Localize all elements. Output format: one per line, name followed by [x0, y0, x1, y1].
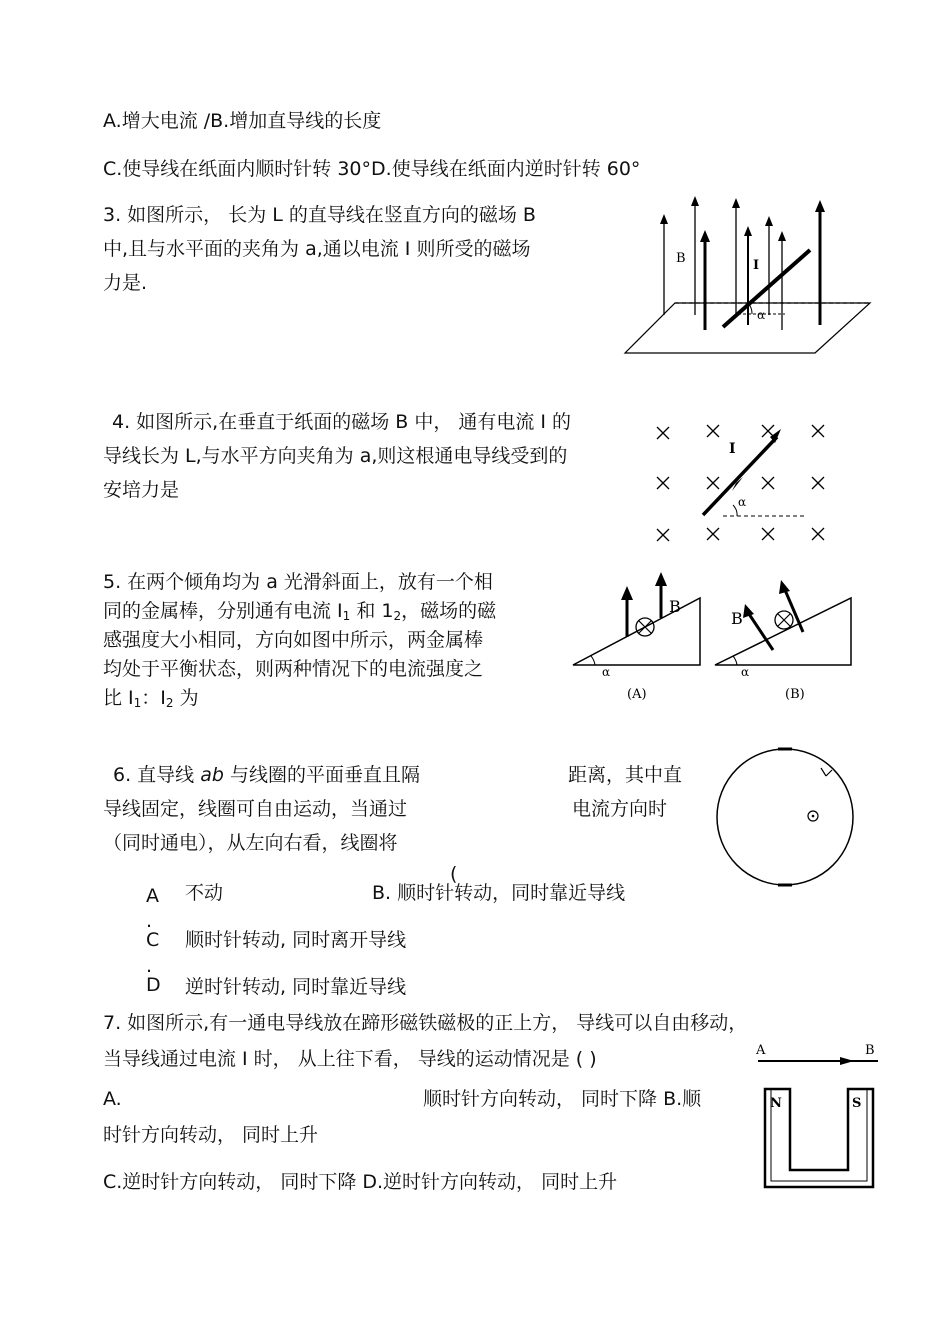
q4-text-line-3: 安培力是 [103, 479, 180, 501]
q5-caption-a: (A) [627, 687, 647, 702]
q6-option-c-label: C [146, 929, 160, 951]
q6-option-b: B. 顺时针转动，同时靠近导线 [372, 882, 626, 904]
q3-label-b: B [676, 251, 686, 266]
q3-text-line-3: 力是. [103, 272, 148, 294]
q6-paren: ( [450, 863, 458, 885]
q7-option-a-label: A. [103, 1088, 122, 1110]
q4-label-alpha: α [738, 495, 747, 509]
q5-label-b-b: B [731, 609, 743, 628]
q6-option-d-label: D [146, 974, 161, 996]
q5-label-b-a: B [669, 597, 681, 616]
q5-text-line-4: 均处于平衡状态，则两种情况下的电流强度之 [103, 658, 484, 680]
q3-label-alpha: α [757, 308, 766, 322]
q6-option-a-text: 不动 [185, 882, 224, 904]
q6-option-d-text: 逆时针转动, 同时靠近导线 [185, 976, 407, 998]
q3-text-line-2: 中,且与水平面的夹角为 a,通以电流 I 则所受的磁场 [103, 238, 531, 260]
q4-text-line-2: 导线长为 L,与水平方向夹角为 a,则这根通电导线受到的 [103, 445, 568, 467]
q7-text-line-2: 当导线通过电流 I 时， 从上往下看， 导线的运动情况是 ( ) [103, 1048, 597, 1070]
q6-option-c-text: 顺时针转动, 同时离开导线 [185, 929, 407, 951]
q6-dot-2: . [146, 955, 153, 977]
q7-figure-horseshoe-magnet [750, 1037, 885, 1197]
q6-text-line-1: 6. 直导线 ab 与线圈的平面垂直且隔 [113, 764, 420, 786]
q6-text-line-2-tail: 电流方向时 [572, 798, 668, 820]
q4-figure-field-into-page [645, 415, 845, 550]
q4-label-i: I [729, 441, 736, 457]
q7-label-n: N [770, 1096, 782, 1111]
q6-text-line-1-tail: 距离，其中直 [568, 764, 683, 786]
q6-option-a-label: A [146, 885, 159, 907]
q7-label-s: S [852, 1096, 862, 1111]
q6-figure-coil [710, 742, 860, 892]
q5-figure-inclines [565, 570, 855, 710]
q5-text-line-5: 比 $I_1$：$I_2$ 为 [103, 687, 199, 710]
q6-text-line-3: （同时通电），从左向右看，线圈将 [103, 832, 398, 854]
q6-dot-1: . [146, 910, 153, 932]
q7-text-line-1: 7. 如图所示,有一通电导线放在蹄形磁铁磁极的正上方， 导线可以自由移动， [103, 1012, 748, 1034]
q7-label-b: B [865, 1043, 875, 1058]
q6-text-line-2: 导线固定，线圈可自由运动，当通过 [103, 798, 408, 820]
q7-option-a-continued: 时针方向转动， 同时上升 [103, 1124, 319, 1146]
q3-figure-vertical-field [620, 190, 885, 360]
q5-label-alpha-b: α [741, 665, 750, 679]
q7-options-cd: C.逆时针方向转动， 同时下降 D.逆时针方向转动， 同时上升 [103, 1171, 618, 1193]
q7-option-a-text: 顺时针方向转动， 同时下降 B.顺 [423, 1088, 702, 1110]
q2-options-line-2: C.使导线在纸面内顺时针转 30°D.使导线在纸面内逆时针转 60° [103, 158, 641, 180]
q5-text-line-3: 感强度大小相同，方向如图中所示，两金属棒 [103, 629, 484, 651]
q7-label-a: A [756, 1043, 766, 1058]
q4-text-line-1: 4. 如图所示,在垂直于纸面的磁场 B 中， 通有电流 I 的 [112, 411, 572, 433]
q5-text-line-2: 同的金属棒，分别通有电流 $I_1$ 和 $1_2$，磁场的磁 [103, 600, 497, 623]
q3-text-line-1: 3. 如图所示， 长为 L 的直导线在竖直方向的磁场 B [103, 204, 536, 226]
q5-text-line-1: 5. 在两个倾角均为 a 光滑斜面上，放有一个相 [103, 571, 493, 593]
q3-label-i: I [753, 258, 760, 273]
q5-caption-b: (B) [785, 687, 805, 702]
q2-options-line-1: A.增大电流 /B.增加直导线的长度 [103, 110, 382, 132]
cross-marks [657, 425, 824, 541]
q5-label-alpha-a: α [602, 665, 611, 679]
